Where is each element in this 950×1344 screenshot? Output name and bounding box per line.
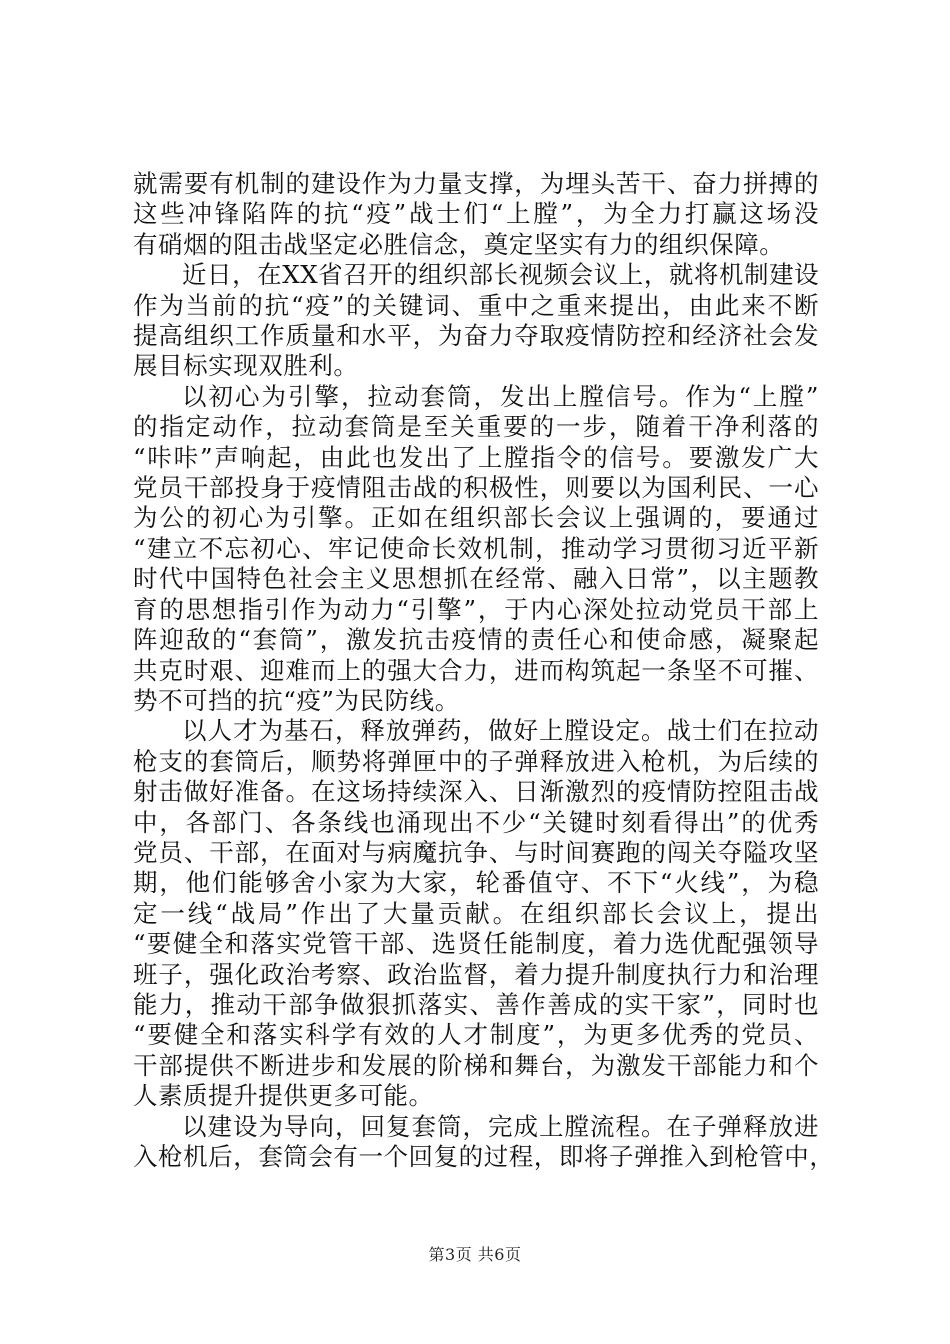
text-line: 干部提供不断进步和发展的阶梯和舞台，为激发干部能力和个 [133, 1050, 819, 1080]
text-line: 作为当前的抗“疫”的关键词、重中之重来提出，由此来不断 [133, 290, 819, 320]
paragraph [133, 1111, 835, 1173]
text-line: 时代中国特色社会主义思想抓在经常、融入日常”，以主题教 [133, 564, 819, 594]
text-line: 中，各部门、各条线也涌现出不少“关键时刻看得出”的优秀 [133, 807, 819, 837]
text-line: 以初心为引擎，拉动套筒，发出上膛信号。作为“上膛” [182, 381, 819, 411]
text-line: 能力，推动干部争做狠抓落实、善作善成的实干家”，同时也 [133, 989, 819, 1019]
text-line: 以建设为导向，回复套筒，完成上膛流程。在子弹释放进 [182, 1111, 819, 1141]
text-line: 枪支的套筒后，顺势将弹匣中的子弹释放进入枪机，为后续的 [133, 746, 819, 776]
text-line: 射击做好准备。在这场持续深入、日渐激烈的疫情防控阻击战 [133, 777, 819, 807]
text-line: 人素质提升提供更多可能。 [133, 1081, 434, 1111]
text-line: 班子，强化政治考察、政治监督，着力提升制度执行力和治理 [133, 959, 819, 989]
text-line: 以人才为基石，释放弹药，做好上膛设定。战士们在拉动 [182, 716, 819, 746]
text-line: 为公的初心为引擎。正如在组织部长会议上强调的，要通过 [133, 503, 819, 533]
text-line: 近日，在XX省召开的组织部长视频会议上，就将机制建设 [182, 260, 820, 290]
text-line: 定一线“战局”作出了大量贡献。在组织部长会议上，提出 [133, 898, 819, 928]
text-line: 就需要有机制的建设作为力量支撑，为埋头苦干、奋力拼搏的 [133, 169, 819, 198]
paragraph [133, 716, 819, 1111]
text-line: 入枪机后，套筒会有一个回复的过程，即将子弹推入到枪管中， [133, 1142, 835, 1171]
text-line: “建立不忘初心、牢记使命长效机制，推动学习贯彻习近平新 [133, 533, 819, 563]
text-line: 势不可挡的抗“疫”为民防线。 [133, 685, 460, 715]
text-line: “要健全和落实党管干部、选贤任能制度，着力选优配强领导 [133, 929, 819, 959]
text-line: 有硝烟的阻击战坚定必胜信念，奠定坚实有力的组织保障。 [133, 229, 785, 259]
text-line: “咔咔”声响起，由此也发出了上膛指令的信号。要激发广大 [133, 442, 819, 472]
text-line: 共克时艰、迎难而上的强大合力，进而构筑起一条坚不可摧、 [133, 655, 819, 685]
text-line: 育的思想指引作为动力“引擎”，于内心深处拉动党员干部上 [133, 594, 819, 624]
text-line: 展目标实现双胜利。 [133, 351, 359, 381]
document-body [133, 169, 835, 1172]
text-line: 党员干部投身于疫情阻击战的积极性，则要以为国利民、一心 [133, 473, 819, 503]
text-line: 提高组织工作质量和水平，为奋力夺取疫情防控和经济社会发 [133, 321, 819, 351]
paragraph [133, 382, 819, 716]
text-line: 党员、干部，在面对与病魔抗争、与时间赛跑的闯关夺隘攻坚 [133, 837, 819, 867]
text-line: 阵迎敌的“套筒”，激发抗击疫情的责任心和使命感，凝聚起 [133, 625, 819, 655]
text-line: “要健全和落实科学有效的人才制度”，为更多优秀的党员、 [133, 1020, 819, 1050]
paragraph [133, 260, 819, 382]
text-line: 的指定动作，拉动套筒是至关重要的一步，随着干净利落的 [133, 412, 819, 442]
text-line: 期，他们能够舍小家为大家，轮番值守、不下“火线”，为稳 [133, 868, 819, 898]
page-number-footer: 第3页 共6页 [428, 1245, 522, 1264]
paragraph [133, 169, 819, 260]
text-line: 这些冲锋陷阵的抗“疫”战士们“上膛”，为全力打赢这场没 [133, 199, 819, 229]
